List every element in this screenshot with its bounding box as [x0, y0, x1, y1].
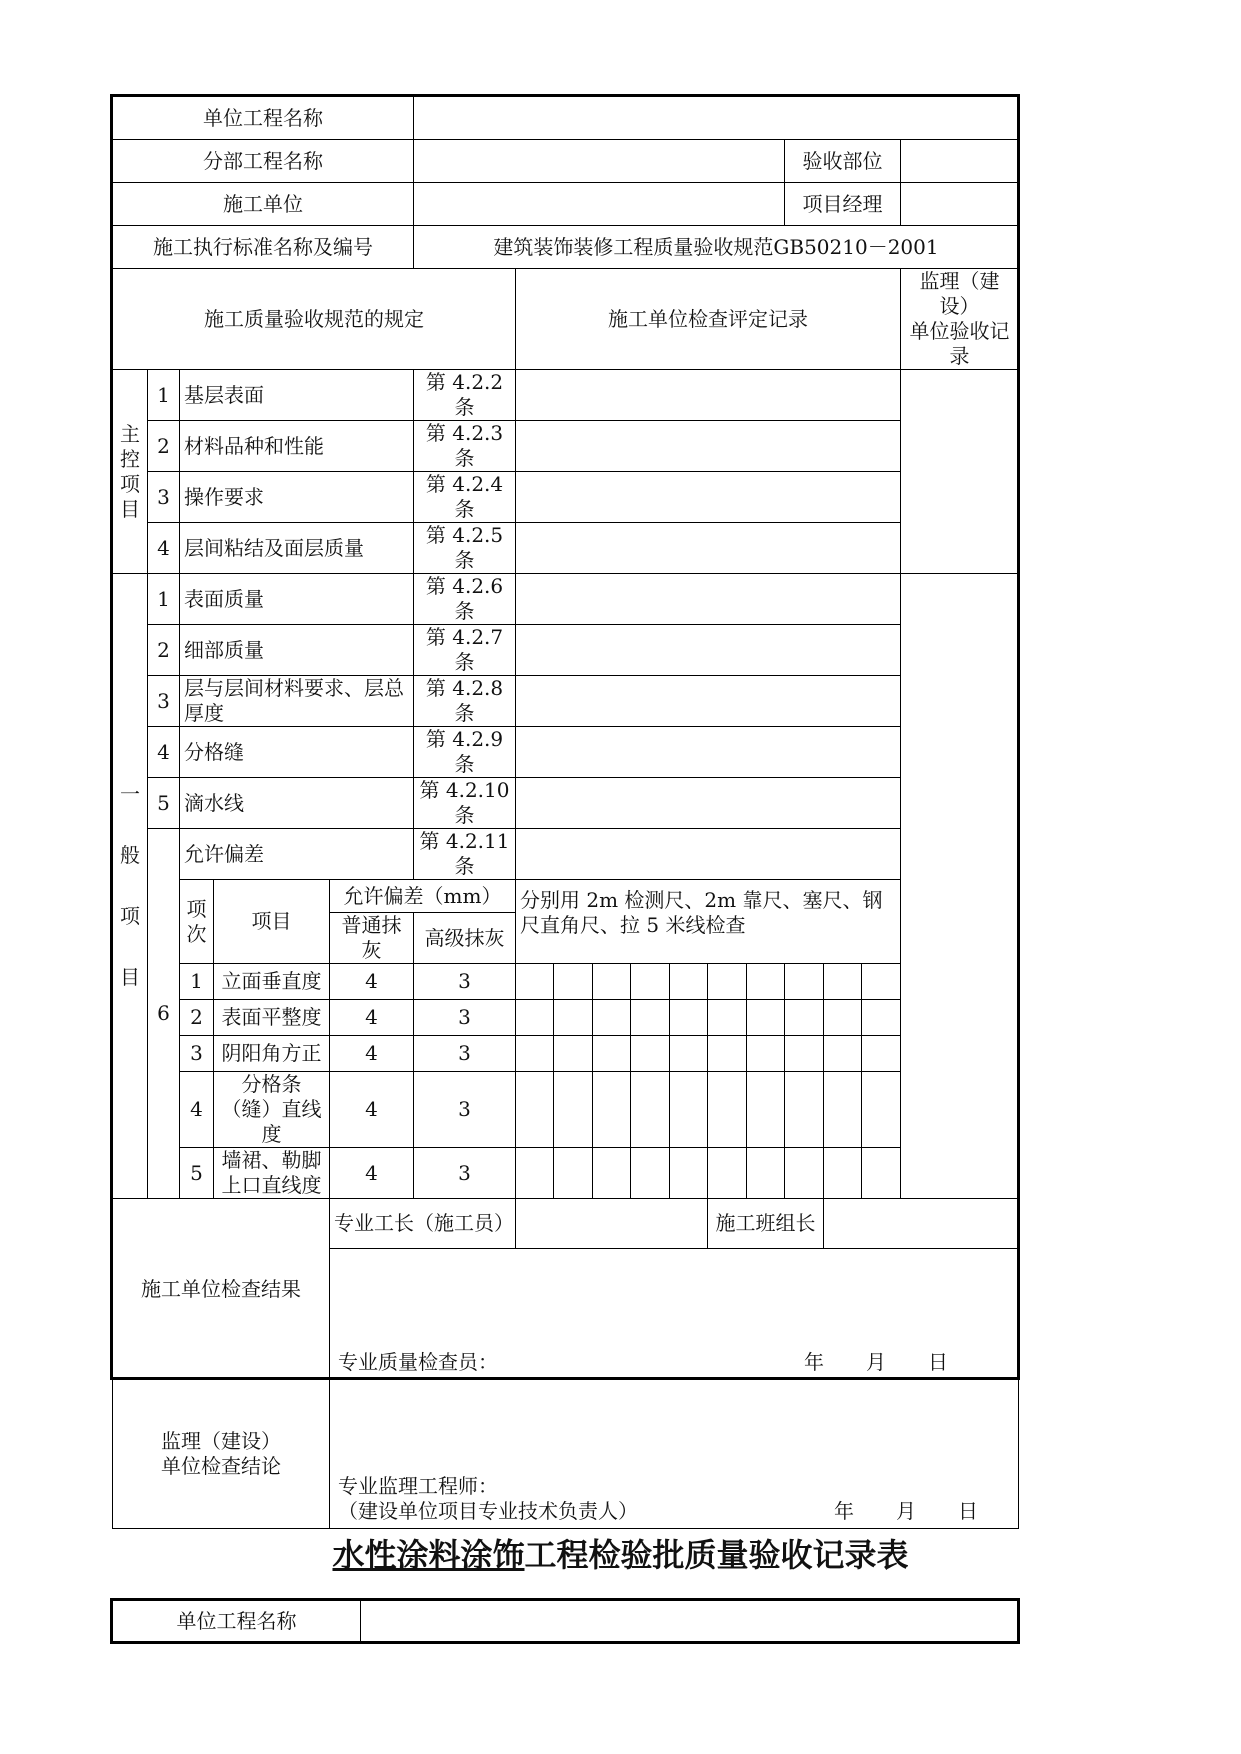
general-item-row: [113, 778, 1019, 829]
item-check-record[interactable]: [516, 574, 901, 625]
item-check-record[interactable]: [516, 778, 901, 829]
measure-cell[interactable]: [785, 1072, 824, 1148]
item-clause: 第 4.2.8 条: [414, 676, 516, 727]
supervision-record-header: [901, 269, 1019, 370]
measure-cell[interactable]: [824, 964, 862, 1000]
item-clause: 第 4.2.4 条: [414, 472, 516, 523]
main-group-label: [113, 370, 148, 574]
main-group-char: 项: [120, 471, 140, 496]
tolerance-data-row: [113, 1072, 1019, 1148]
measure-cell[interactable]: [593, 1000, 631, 1036]
measure-cell[interactable]: [631, 1000, 670, 1036]
supervision-engineer-label: 专业监理工程师：: [338, 1474, 498, 1498]
supervision-conclusion-row: [113, 1380, 1019, 1529]
measure-cell[interactable]: [824, 1036, 862, 1072]
main-item-row: [113, 421, 1019, 472]
general-group-char: 目: [120, 965, 140, 989]
measure-cell[interactable]: [516, 1148, 554, 1199]
supervision-date: [834, 1499, 978, 1524]
date-month: 月: [866, 1350, 887, 1374]
general-item-row: [113, 676, 1019, 727]
item-check-record[interactable]: [516, 676, 901, 727]
measure-cell[interactable]: [593, 1036, 631, 1072]
tolerance-normal: 4: [330, 1072, 414, 1148]
measure-cell[interactable]: [593, 1148, 631, 1199]
unit-project-name-field[interactable]: [414, 97, 1019, 140]
measure-cell[interactable]: [824, 1148, 862, 1199]
measure-cell[interactable]: [554, 1000, 593, 1036]
check-record-header: 施工单位检查评定记录: [516, 269, 901, 370]
tolerance-seq: 4: [180, 1072, 214, 1148]
measure-cell[interactable]: [747, 1148, 785, 1199]
item-name: 层间粘结及面层质量: [180, 523, 414, 574]
general-group-label: [113, 574, 148, 1199]
item-number: 1: [148, 574, 180, 625]
measure-cell[interactable]: [593, 964, 631, 1000]
measure-cell[interactable]: [747, 1072, 785, 1148]
acceptance-record-table: [112, 96, 1019, 1529]
measure-cell[interactable]: [516, 1072, 554, 1148]
item-name: 层与层间材料要求、层总厚度: [180, 676, 414, 727]
measure-cell[interactable]: [670, 1036, 708, 1072]
measure-cell[interactable]: [708, 1000, 747, 1036]
item-number: 3: [148, 676, 180, 727]
measure-cell[interactable]: [670, 964, 708, 1000]
quality-inspector-label: 专业质量检查员：: [338, 1350, 498, 1374]
date-year: 年: [834, 1499, 855, 1523]
item-clause: 第 4.2.9 条: [414, 727, 516, 778]
general-group-char: 项: [120, 904, 140, 928]
date-month: 月: [896, 1499, 917, 1523]
general-item-row: [113, 574, 1019, 625]
item-check-record[interactable]: [516, 523, 901, 574]
general-item-row: [113, 625, 1019, 676]
unit-project-name-label: 单位工程名称: [113, 97, 414, 140]
tolerance-item: 分格条（缝）直线度: [214, 1072, 330, 1148]
item-check-record[interactable]: [516, 370, 901, 421]
item-check-record[interactable]: [516, 625, 901, 676]
measure-cell[interactable]: [862, 964, 901, 1000]
measure-cell[interactable]: [862, 1000, 901, 1036]
next-form-table: [112, 1600, 1019, 1643]
measure-cell[interactable]: [708, 1036, 747, 1072]
item-name: 细部质量: [180, 625, 414, 676]
item-clause: 第 4.2.10 条: [414, 778, 516, 829]
tolerance-row: [113, 829, 1019, 880]
construction-date: [804, 1350, 948, 1375]
tolerance-normal: 4: [330, 964, 414, 1000]
measure-cell[interactable]: [670, 1072, 708, 1148]
construction-result-row: [113, 1199, 1019, 1249]
item-clause: 第 4.2.6 条: [414, 574, 516, 625]
tolerance-high: 3: [414, 1000, 516, 1036]
item-clause: 第 4.2.7 条: [414, 625, 516, 676]
measure-cell[interactable]: [785, 1000, 824, 1036]
item-number: 4: [148, 727, 180, 778]
tolerance-high: 3: [414, 964, 516, 1000]
item-name: 操作要求: [180, 472, 414, 523]
supervision-conclusion-line1: 监理（建设）: [161, 1429, 281, 1453]
supervision-signature-block: [338, 1474, 638, 1524]
item-clause: 第 4.2.3 条: [414, 421, 516, 472]
measure-cell[interactable]: [708, 1072, 747, 1148]
main-item-row: [113, 370, 1019, 421]
tolerance-method: 分别用 2m 检测尺、2m 靠尺、塞尺、钢尺直角尺、拉 5 米线检查: [516, 880, 901, 964]
owner-tech-label: （建设单位项目专业技术负责人）: [338, 1499, 638, 1523]
general-supervision-record[interactable]: [901, 574, 1019, 1199]
tolerance-data-row: [113, 1036, 1019, 1072]
team-leader-field[interactable]: [824, 1199, 1019, 1249]
acceptance-part-field[interactable]: [901, 140, 1019, 183]
foreman-field[interactable]: [516, 1199, 708, 1249]
measure-cell[interactable]: [516, 964, 554, 1000]
item-check-record[interactable]: [516, 421, 901, 472]
measure-cell[interactable]: [670, 1000, 708, 1036]
tolerance-data-row: [113, 1148, 1019, 1199]
measure-cell[interactable]: [785, 964, 824, 1000]
spec-header: 施工质量验收规范的规定: [113, 269, 516, 370]
main-supervision-record[interactable]: [901, 370, 1019, 574]
item-check-record[interactable]: [516, 829, 901, 880]
tolerance-seq: 3: [180, 1036, 214, 1072]
tolerance-normal-header: 普通抹灰: [330, 913, 414, 964]
project-manager-field[interactable]: [901, 183, 1019, 226]
tolerance-high: 3: [414, 1072, 516, 1148]
tolerance-seq: 5: [180, 1148, 214, 1199]
measure-cell[interactable]: [862, 1072, 901, 1148]
acceptance-part-label: 验收部位: [785, 140, 901, 183]
item-clause: 第 4.2.2 条: [414, 370, 516, 421]
item-number: 2: [148, 421, 180, 472]
main-group-char: 控: [120, 446, 140, 471]
main-group-char: 目: [120, 496, 140, 521]
next-unit-project-name-label: 单位工程名称: [113, 1601, 361, 1643]
item-number: 4: [148, 523, 180, 574]
construction-unit-label: 施工单位: [113, 183, 414, 226]
tolerance-normal: 4: [330, 1000, 414, 1036]
standard-label: 施工执行标准名称及编号: [113, 226, 414, 269]
measure-cell[interactable]: [554, 1072, 593, 1148]
measure-cell[interactable]: [631, 1148, 670, 1199]
next-form-title-underlined: 水性涂料涂饰: [332, 1536, 525, 1574]
measure-cell[interactable]: [824, 1000, 862, 1036]
measure-cell[interactable]: [708, 1148, 747, 1199]
tolerance-normal: 4: [330, 1148, 414, 1199]
item-number: 3: [148, 472, 180, 523]
supervision-record-header-line1: 监理（建设）: [919, 269, 1000, 318]
next-form-title: [0, 1530, 1241, 1576]
tolerance-seq: 1: [180, 964, 214, 1000]
item-name: 表面质量: [180, 574, 414, 625]
supervision-conclusion-label: [113, 1380, 330, 1529]
item-clause: 第 4.2.5 条: [414, 523, 516, 574]
tolerance-header-row: [113, 880, 1019, 913]
measure-cell[interactable]: [785, 1036, 824, 1072]
measure-cell[interactable]: [708, 964, 747, 1000]
construction-unit-field[interactable]: [414, 183, 785, 226]
main-item-row: [113, 523, 1019, 574]
item-name: 滴水线: [180, 778, 414, 829]
tolerance-item: 阴阳角方正: [214, 1036, 330, 1072]
item-number: 6: [148, 829, 180, 1199]
tolerance-high-header: 高级抹灰: [414, 913, 516, 964]
item-number: 5: [148, 778, 180, 829]
sub-project-name-field[interactable]: [414, 140, 785, 183]
measure-cell[interactable]: [747, 964, 785, 1000]
standard-value: 建筑装饰装修工程质量验收规范GB50210－2001: [414, 226, 1019, 269]
supervision-conclusion-field[interactable]: [330, 1380, 1019, 1529]
measure-cell[interactable]: [593, 1072, 631, 1148]
main-item-row: [113, 472, 1019, 523]
tolerance-seq-header: 项次: [180, 880, 214, 964]
supervision-conclusion-line2: 单位检查结论: [161, 1454, 281, 1478]
tolerance-allow-header: 允许偏差（mm）: [330, 880, 516, 913]
measure-cell[interactable]: [747, 1000, 785, 1036]
main-group-char: 主: [120, 421, 140, 446]
supervision-record-header-line2: 单位验收记录: [909, 319, 1010, 368]
tolerance-high: 3: [414, 1148, 516, 1199]
tolerance-item-header: 项目: [214, 880, 330, 964]
construction-result-label: 施工单位检查结果: [113, 1199, 330, 1380]
tolerance-data-row: [113, 964, 1019, 1000]
tolerance-seq: 2: [180, 1000, 214, 1036]
measure-cell[interactable]: [747, 1036, 785, 1072]
item-clause: 第 4.2.11 条: [414, 829, 516, 880]
tolerance-item: 立面垂直度: [214, 964, 330, 1000]
measure-cell[interactable]: [554, 1036, 593, 1072]
item-check-record[interactable]: [516, 472, 901, 523]
measure-cell[interactable]: [631, 1036, 670, 1072]
general-group-char: 一: [120, 782, 140, 806]
next-form-title-rest: 工程检验批质量验收记录表: [524, 1536, 909, 1574]
foreman-label: 专业工长（施工员）: [330, 1199, 516, 1249]
item-name: 材料品种和性能: [180, 421, 414, 472]
measure-cell[interactable]: [631, 1072, 670, 1148]
measure-cell[interactable]: [862, 1148, 901, 1199]
measure-cell[interactable]: [554, 1148, 593, 1199]
item-name: 基层表面: [180, 370, 414, 421]
item-number: 2: [148, 625, 180, 676]
item-name: 允许偏差: [180, 829, 414, 880]
measure-cell[interactable]: [516, 1036, 554, 1072]
project-manager-label: 项目经理: [785, 183, 901, 226]
item-number: 1: [148, 370, 180, 421]
item-name: 分格缝: [180, 727, 414, 778]
measure-cell[interactable]: [631, 964, 670, 1000]
measure-cell[interactable]: [516, 1000, 554, 1036]
measure-cell[interactable]: [554, 964, 593, 1000]
tolerance-normal: 4: [330, 1036, 414, 1072]
sub-project-name-label: 分部工程名称: [113, 140, 414, 183]
date-day: 日: [928, 1350, 949, 1374]
measure-cell[interactable]: [862, 1036, 901, 1072]
measure-cell[interactable]: [824, 1072, 862, 1148]
construction-result-field[interactable]: [330, 1249, 1019, 1380]
tolerance-item: 墙裙、勒脚上口直线度: [214, 1148, 330, 1199]
date-day: 日: [958, 1499, 979, 1523]
next-unit-project-name-field[interactable]: [361, 1601, 1019, 1643]
general-item-row: [113, 727, 1019, 778]
tolerance-data-row: [113, 1000, 1019, 1036]
measure-cell[interactable]: [670, 1148, 708, 1199]
tolerance-high: 3: [414, 1036, 516, 1072]
item-check-record[interactable]: [516, 727, 901, 778]
team-leader-label: 施工班组长: [708, 1199, 824, 1249]
tolerance-item: 表面平整度: [214, 1000, 330, 1036]
measure-cell[interactable]: [785, 1148, 824, 1199]
general-group-char: 般: [120, 843, 140, 867]
date-year: 年: [804, 1350, 825, 1374]
